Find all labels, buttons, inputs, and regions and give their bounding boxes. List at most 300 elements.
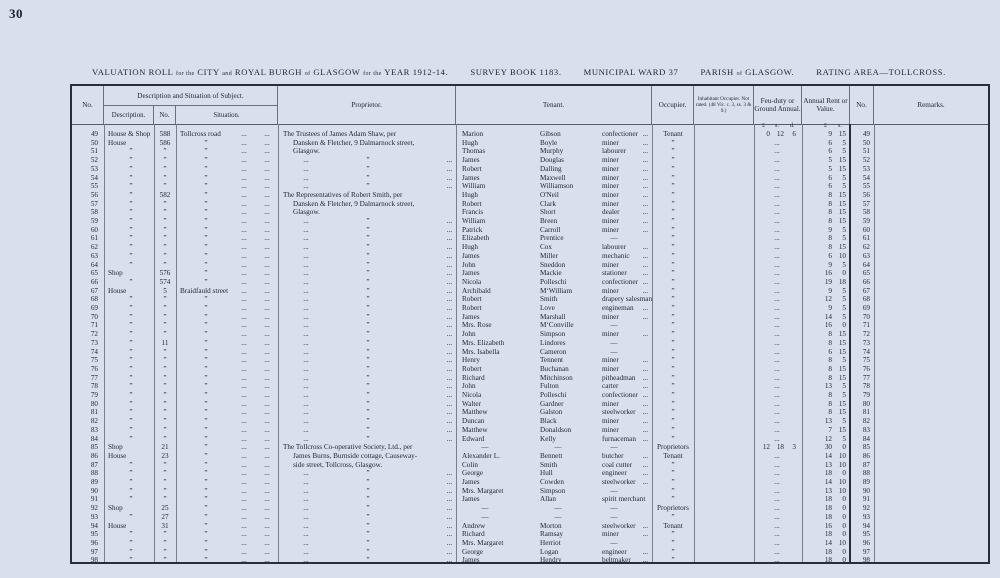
row-number: 95 [90,530,98,539]
dots-leader: ... [642,373,648,382]
row-number: 60 [90,225,98,234]
dots-leader: ... [264,486,270,495]
rent-pounds: 16 [824,521,832,530]
tenant-first-name: James [462,478,480,486]
municipal-ward: MUNICIPAL WARD 37 [583,67,679,77]
table-row [72,295,988,304]
dots-leader: ... [642,251,648,260]
situation-cell: ” [204,504,208,513]
situation-cell: ” [204,295,208,304]
tenant-first-name: Thomas [462,147,486,156]
tenant-first-name: Nicola [462,391,482,399]
row-number-right: 63 [862,251,870,260]
ditto-mark: ” [366,356,370,365]
description-cell: ” [129,173,133,182]
tenant-first-name: Mrs. Margaret [462,538,504,547]
tenant-occupation: — [610,504,618,513]
rent-pounds: 6 [828,147,832,156]
rent-pounds: 14 [824,451,832,460]
table-row [72,452,988,461]
dots-leader: ... [446,417,452,426]
occupier-cell: ” [671,225,675,234]
tenant-first-name: Henry [462,356,480,365]
dots-leader: ... [446,260,452,269]
dots-leader: ... [446,434,452,443]
tenant-first-name: Robert [462,164,482,173]
occupier-cell: Proprietors [657,443,689,452]
table-row [72,278,988,287]
dots-leader: ... [774,408,780,417]
situation-cell: ” [204,304,208,312]
situation-cell: ” [204,399,208,408]
dots-leader: ... [774,486,780,495]
header-description-group: Description and Situation of Subject. [104,86,278,105]
dots-leader: ... [264,173,270,182]
situation-cell: ” [204,478,208,486]
row-number: 93 [90,512,98,521]
rent-pounds: 9 [828,260,832,269]
dots-leader: ... [241,417,247,426]
proprietor-line: Dansken & Fletcher, 9 Dalmarnock street, [293,138,415,147]
rent-pounds: 6 [828,347,832,356]
tenant-surname: Hull [540,469,553,478]
table-row [72,382,988,391]
row-number: 96 [90,538,98,547]
tenant-occupation: miner [602,164,619,173]
description-cell: House [108,451,127,460]
tenant-surname: Simpson [540,486,566,495]
rent-shillings: 5 [842,434,846,443]
house-number-cell: ” [163,460,167,469]
house-number-cell: ” [163,530,167,539]
table-row [72,426,988,435]
dots-leader: ... [774,312,780,321]
dots-leader: ... [774,330,780,339]
situation-cell: ” [204,425,208,434]
dots-leader: ... [303,399,309,408]
rent-pounds: 8 [828,208,832,217]
header-occupier: Occupier. [652,86,694,124]
dots-leader: ... [241,269,247,278]
dots-leader: ... [241,147,247,156]
ditto-mark: ” [366,173,370,182]
row-number: 70 [90,312,98,321]
dots-leader: ... [303,312,309,321]
house-number-cell: 574 [159,277,171,286]
dots-leader: ... [303,321,309,330]
description-cell: ” [129,547,133,556]
rent-pounds: 8 [828,399,832,408]
dots-leader: ... [241,260,247,269]
dots-leader: ... [241,138,247,147]
rent-shillings: 0 [842,530,846,539]
dots-leader: ... [446,321,452,330]
tenant-occupation: carter [602,382,619,391]
dots-leader: ... [642,199,648,208]
dots-leader: ... [241,199,247,208]
dots-leader: ... [303,521,309,530]
dots-leader: ... [303,469,309,478]
dots-leader: ... [303,530,309,539]
dots-leader: ... [774,269,780,278]
ditto-mark: ” [366,338,370,347]
situation-cell: ” [204,156,208,165]
ditto-mark: ” [366,364,370,373]
ditto-mark: ” [366,286,370,295]
survey-book: SURVEY BOOK 1183. [470,67,562,77]
tenant-first-name: Walter [462,399,481,408]
table-row [72,356,988,365]
rent-pounds: 8 [828,338,832,347]
header-inhabitant-occupier: Inhabitant Occupier. Not rated. (48 Vic. c. 3, ss. 3 & 9.) [694,86,754,124]
description-cell: ” [129,530,133,539]
dots-leader: ... [241,338,247,347]
dots-leader: ... [264,269,270,278]
dots-leader: ... [303,182,309,191]
occupier-cell: ” [671,434,675,443]
row-number-right: 77 [862,373,870,382]
description-cell: ” [129,425,133,434]
dots-leader: ... [446,286,452,295]
situation-cell: ” [204,164,208,173]
ditto-mark: ” [366,164,370,173]
rent-pounds: 8 [828,373,832,382]
table-row [72,217,988,226]
table-row [72,365,988,374]
dots-leader: ... [642,208,648,217]
feu-pounds: 0 [766,130,770,138]
ditto-mark: ” [366,304,370,312]
tenant-first-name: Edward [462,434,485,443]
house-number-cell: ” [163,147,167,156]
dots-leader: ... [642,399,648,408]
tenant-first-name: Mrs. Rose [462,321,492,330]
row-number: 91 [90,495,98,504]
tenant-surname: Prentice [540,234,564,243]
rent-shillings: 15 [838,190,846,199]
proprietor-line: Dansken & Fletcher, 9 Dalmarnock street, [293,199,415,208]
tenant-surname: Cameron [540,347,567,356]
description-cell: ” [129,486,133,495]
dots-leader: ... [774,521,780,530]
dots-leader: ... [241,304,247,312]
ditto-mark: ” [366,225,370,234]
tenant-occupation: — [610,443,618,452]
dots-leader: ... [264,295,270,304]
occupier-cell: ” [671,469,675,478]
dots-leader: ... [241,399,247,408]
tenant-occupation: — [610,486,618,495]
row-number-right: 65 [862,269,870,278]
tenant-occupation: furnaceman [602,434,636,443]
table-row [72,469,988,478]
rent-pounds: 6 [828,138,832,147]
row-number-right: 76 [862,364,870,373]
row-number-right: 51 [862,147,870,156]
rent-pounds: 8 [828,234,832,243]
valuation-table [70,84,990,564]
parish: PARISH of GLASGOW. [700,67,795,77]
table-row [72,461,988,470]
dots-leader: ... [303,173,309,182]
row-number: 82 [90,417,98,426]
table-row [72,287,988,296]
ditto-mark: ” [366,347,370,356]
dots-leader: ... [642,530,648,539]
proprietor-line: Glasgow. [293,147,320,156]
dots-leader: ... [446,173,452,182]
tenant-first-name: Robert [462,364,482,373]
ditto-mark: ” [366,269,370,278]
dots-leader: ... [774,243,780,252]
row-number-right: 61 [862,234,870,243]
dots-leader: ... [446,356,452,365]
occupier-cell: Proprietors [657,504,689,513]
ditto-mark: ” [366,321,370,330]
house-number-cell: ” [163,225,167,234]
rent-shillings: 18 [838,277,846,286]
dots-leader: ... [774,504,780,513]
dots-leader: ... [264,190,270,199]
dots-leader: ... [303,234,309,243]
dots-leader: ... [241,530,247,539]
dots-leader: ... [303,538,309,547]
row-number-right: 49 [862,130,870,138]
rent-shillings: 5 [842,382,846,391]
dots-leader: ... [264,251,270,260]
description-cell: ” [129,434,133,443]
description-cell: ” [129,190,133,199]
row-number-right: 84 [862,434,870,443]
dots-leader: ... [264,138,270,147]
tenant-first-name: Andrew [462,521,486,530]
occupier-cell: ” [671,260,675,269]
tenant-occupation: engineman [602,304,634,312]
dots-leader: ... [264,338,270,347]
tenant-first-name: Mrs. Elizabeth [462,338,505,347]
situation-cell: ” [204,251,208,260]
situation-cell: ” [204,382,208,391]
rent-pounds: 9 [828,130,832,138]
situation-cell: ” [204,486,208,495]
row-number-right: 93 [862,512,870,521]
house-number-cell: ” [163,208,167,217]
row-number: 53 [90,164,98,173]
rent-shillings: 15 [838,408,846,417]
house-number-cell: ” [163,486,167,495]
dots-leader: ... [264,425,270,434]
dots-leader: ... [303,225,309,234]
tenant-first-name: John [462,260,476,269]
rent-shillings: 10 [838,451,846,460]
occupier-cell: ” [671,495,675,504]
occupier-cell: ” [671,478,675,486]
dots-leader: ... [303,434,309,443]
dots-leader: ... [264,182,270,191]
occupier-cell: ” [671,312,675,321]
situation-cell: ” [204,173,208,182]
situation-cell: ” [204,234,208,243]
description-cell: ” [129,164,133,173]
row-number: 56 [90,190,98,199]
occupier-cell: Tenant [663,451,683,460]
tenant-first-name: Archibald [462,286,491,295]
ditto-mark: ” [366,243,370,252]
tenant-occupation: miner [602,330,619,339]
occupier-cell: ” [671,217,675,225]
occupier-cell: ” [671,269,675,278]
situation-cell: ” [204,556,208,565]
table-row [72,522,988,531]
table-row [72,165,988,174]
rent-shillings: 5 [842,391,846,399]
situation-cell: ” [204,547,208,556]
tenant-occupation: engineer [602,469,627,478]
row-number-right: 64 [862,260,870,269]
rent-pounds: 12 [824,295,832,304]
dots-leader: ... [446,269,452,278]
description-cell: ” [129,277,133,286]
dots-leader: ... [264,147,270,156]
tenant-occupation: miner [602,199,619,208]
page-number: 30 [9,6,23,21]
dots-leader: ... [241,286,247,295]
dots-leader: ... [642,469,648,478]
description-cell: ” [129,338,133,347]
dots-leader: ... [446,478,452,486]
table-row [72,487,988,496]
occupier-cell: ” [671,190,675,199]
tenant-surname: Allan [540,495,556,504]
row-number: 65 [90,269,98,278]
ditto-mark: ” [366,260,370,269]
dots-leader: ... [446,556,452,565]
house-number-cell: ” [163,260,167,269]
house-number-cell: 11 [161,338,169,347]
rent-pounds: 18 [824,556,832,565]
dots-leader: ... [642,382,648,391]
tenant-surname: Cox [540,243,552,252]
description-cell: ” [129,469,133,478]
dots-leader: ... [264,434,270,443]
tenant-occupation: engineer [602,547,627,556]
tenant-surname: Douglas [540,156,564,165]
rent-pounds: 5 [828,164,832,173]
tenant-first-name: Matthew [462,425,488,434]
dots-leader: ... [774,556,780,565]
dots-leader: ... [774,173,780,182]
ditto-mark: ” [366,538,370,547]
tenant-occupation: coal cutter [602,460,633,469]
tenant-occupation: pitheadman [602,373,636,382]
feu-pounds: 12 [762,443,770,452]
tenant-occupation: confectioner [602,391,638,399]
rent-shillings: 0 [842,321,846,330]
dots-leader: ... [774,260,780,269]
situation-cell: ” [204,364,208,373]
description-cell: ” [129,556,133,565]
dots-leader: ... [446,295,452,304]
rent-shillings: 5 [842,260,846,269]
dots-leader: ... [303,243,309,252]
dots-leader: ... [303,495,309,504]
occupier-cell: ” [671,138,675,147]
tenant-surname: Morton [540,521,562,530]
dots-leader: ... [303,277,309,286]
dots-leader: ... [303,512,309,521]
dots-leader: ... [264,373,270,382]
dots-leader: ... [446,251,452,260]
dots-leader: ... [642,138,648,147]
dots-leader: ... [774,164,780,173]
dots-leader: ... [241,408,247,417]
dots-leader: ... [642,425,648,434]
rent-shillings: 0 [842,504,846,513]
row-number: 68 [90,295,98,304]
tenant-surname: Simpson [540,330,566,339]
tenant-occupation: spirit merchant [602,495,646,504]
feu-shilling-unit: s. [775,123,779,129]
ditto-mark: ” [366,391,370,399]
rent-shillings: 0 [842,512,846,521]
row-number-right: 95 [862,530,870,539]
ditto-mark: ” [366,277,370,286]
rent-shillings: 15 [838,347,846,356]
situation-cell: ” [204,460,208,469]
header-tenant: Tenant. [456,86,652,124]
house-number-cell: ” [163,199,167,208]
tenant-occupation: miner [602,286,619,295]
rent-pounds: 12 [824,434,832,443]
rent-pounds: 8 [828,330,832,339]
row-number-right: 66 [862,277,870,286]
house-number-cell: ” [163,156,167,165]
ditto-mark: ” [366,469,370,478]
dots-leader: ... [264,364,270,373]
dots-leader: ... [642,164,648,173]
tenant-first-name: Robert [462,304,482,312]
dots-leader: ... [264,356,270,365]
description-cell: ” [129,391,133,399]
description-cell: ” [129,260,133,269]
dots-leader: ... [774,277,780,286]
occupier-cell: ” [671,295,675,304]
occupier-cell: ” [671,156,675,165]
tenant-occupation: dealer [602,208,620,217]
dots-leader: ... [642,304,648,312]
rent-shillings: 10 [838,538,846,547]
tenant-first-name: Mrs. Margaret [462,486,504,495]
header-no: No. [72,86,104,124]
table-row [72,339,988,348]
dots-leader: ... [264,130,270,138]
house-number-cell: ” [163,243,167,252]
description-cell: ” [129,182,133,191]
situation-cell: ” [204,451,208,460]
proprietor-line: The Trustees of James Adam Shaw, per [283,130,397,138]
dots-leader: ... [774,382,780,391]
situation-cell: ” [204,321,208,330]
rent-shillings: 0 [842,547,846,556]
house-number-cell: 31 [161,521,169,530]
tenant-occupation: miner [602,217,619,225]
dots-leader: ... [264,451,270,460]
dots-leader: ... [446,364,452,373]
situation-cell: ” [204,260,208,269]
header-remarks: Remarks. [917,101,945,109]
tenant-surname: Maxwell [540,173,566,182]
table-row [72,504,988,513]
